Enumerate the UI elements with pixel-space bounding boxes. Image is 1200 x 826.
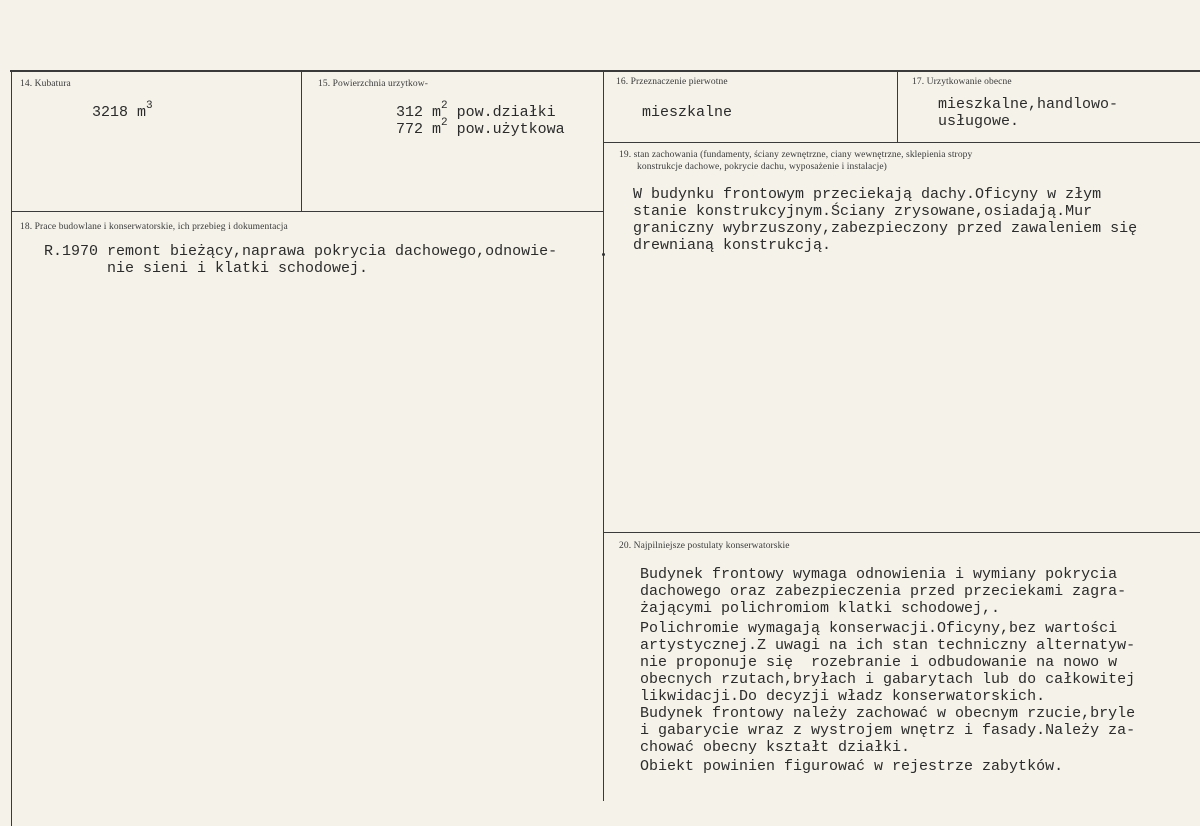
field-14-value [92,100,153,124]
plot-area-exponent: 2 [441,100,448,112]
field-19-line-2: stanie konstrukcyjnym.Ściany zrysowane,osiadają.Mur [633,203,1093,220]
field-20-line-12: Obiekt powinien figurować w rejestrze zabytków. [640,758,1064,775]
left-border [11,70,12,826]
field-18-line-1: R.1970 remont bieżący,naprawa pokrycia dachowego,odnowie- [44,243,558,260]
field-16-label: 16. Przeznaczenie pierwotne [616,77,728,87]
field-18-line-2: nie sieni i klatki schodowej. [44,260,369,277]
usable-area-text: pow.użytkowa [447,121,565,138]
plot-area-number: 312 m [396,104,442,121]
plot-area-text: pow.działki [447,104,556,121]
volume-exponent: 3 [146,100,153,112]
field-20-line-7: obecnych rzutach,bryłach i gabarytach lub do całkowitej [640,671,1136,688]
divider-16-17 [897,70,898,142]
field-20-line-9: Budynek frontowy należy zachować w obecnym rzucie,bryle [640,705,1136,722]
divider-14-15 [301,70,302,211]
usable-area-number: 772 m [396,121,442,138]
field-20-line-5: artystycznej.Z uwagi na ich stan techniczny alternatyw- [640,637,1136,654]
divider-row-14-18 [11,211,603,212]
divider-row-19-20 [603,532,1200,533]
field-19-line-1: W budynku frontowym przeciekają dachy.Oficyny w złym [633,186,1102,203]
field-20-line-6: nie proponuje się rozebranie i odbudowanie na nowo w [640,654,1118,671]
field-19-line-4: drewnianą konstrukcją. [633,237,832,254]
field-20-line-8: likwidacji.Do decyzji władz konserwatorskich. [640,688,1046,705]
margin-dot [602,253,605,256]
field-15-label: 15. Powierzchnia urzytkow- [318,79,428,89]
field-15-line-2 [396,117,565,141]
divider-row-16-19 [603,142,1200,143]
field-20-line-1: Budynek frontowy wymaga odnowienia i wymiany pokrycia [640,566,1118,583]
field-20-line-3: żającymi polichromiom klatki schodowej,. [640,600,1001,617]
field-18-label: 18. Prace budowlane i konserwatorskie, ich przebieg i dokumentacja [20,222,288,232]
field-17-label: 17. Urzytkowanie obecne [912,77,1012,87]
field-19-line-3: graniczny wybrzuszony,zabezpieczony przed zawaleniem się [633,220,1138,237]
field-19-label-line-2: konstrukcje dachowe, pokrycie dachu, wyposażenie i instalacje) [637,162,887,172]
volume-number: 3218 m [92,104,147,121]
field-20-label: 20. Najpilniejsze postulaty konserwatorskie [619,541,790,551]
field-20-line-10: i gabarycie wraz z wystrojem wnętrz i fasady.Należy za- [640,722,1136,739]
field-17-line-2: usługowe. [938,113,1020,130]
field-20-line-11: chować obecny kształt działki. [640,739,911,756]
field-20-line-4: Polichromie wymagają konserwacji.Oficyny,bez wartości [640,620,1118,637]
field-17-line-1: mieszkalne,handlowo- [938,96,1119,113]
center-divider [603,70,604,801]
field-20-line-2: dachowego oraz zabezpieczenia przed przeciekami zagra- [640,583,1127,600]
field-19-label-line-1: 19. stan zachowania (fundamenty, ściany zewnętrzne, ciany wewnętrzne, sklepienia stropy [619,150,973,160]
usable-area-exponent: 2 [441,117,448,129]
top-border [10,70,1200,72]
field-16-value: mieszkalne [642,104,733,121]
field-14-label: 14. Kubatura [20,79,71,89]
